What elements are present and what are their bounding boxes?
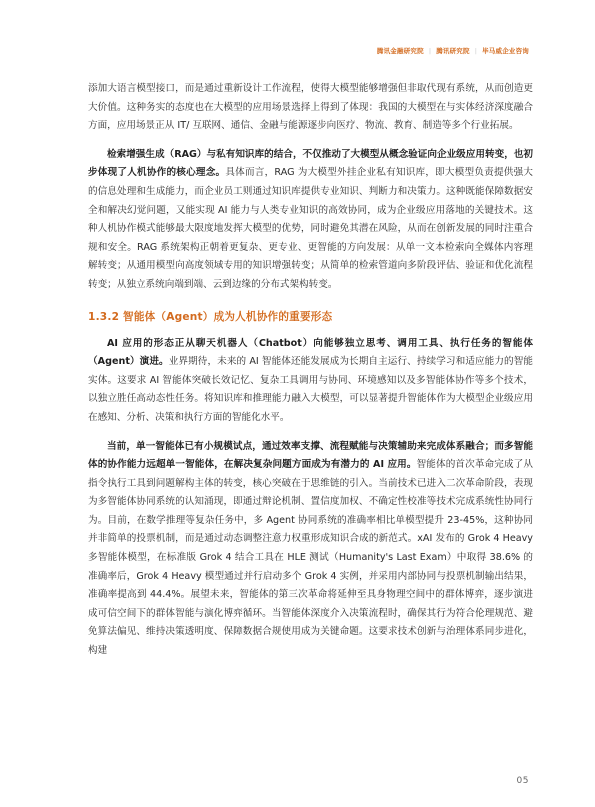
- paragraph-agent: [88, 335, 533, 428]
- paragraph-continuation: 添加大语言模型接口，而是通过重新设计工作流程，使得大模型能够增强但非取代现有系统，从而创造更大价值。这种务实的态度也在大模型的应用场景选择上得到了体现：我国的大模型在与实体经济深度融合方面，应用场景正从 IT/ 互联网、通信、金融与能源逐步向医疗、物流、教育、制造等多个行业拓展。: [88, 83, 533, 132]
- page-header: [377, 46, 529, 55]
- section-heading: 1.3.2 智能体（Agent）成为人机协作的重要形态: [88, 310, 333, 323]
- paragraph-multi-agent-lead: 当前，单一智能体已有小规模试点，通过效率支撑、流程赋能与决策辅助来完成体系融合；而多智能体的协作能力远超单一智能体，在解决复杂问题方面成为有潜力的 AI 应用。: [88, 440, 533, 471]
- paragraph-agent-lead: AI 应用的形态正从聊天机器人（Chatbot）向能够独立思考、调用工具、执行任务的智能体（Agent）演进。: [88, 337, 533, 368]
- paragraph-multi-agent: [88, 438, 533, 661]
- document-body: [88, 80, 533, 661]
- header-org-3: 毕马威企业咨询: [482, 47, 529, 55]
- header-org-1: 腾讯金融研究院: [376, 47, 424, 55]
- paragraph-agent-body: 业界期待，未来的 AI 智能体还能发展成为长期自主运行、持续学习和适应能力的智能实体。这要求 AI 智能体突破长效记忆、复杂工具调用与协同、环境感知以及多智能体协作等多个技术，以独立胜任高动态性任务。将知识库和推理能力融入大模型，可以显著提升智能体作为大模型企业级应用在感知、分析、决策和执行方面的智能化水平。: [88, 356, 533, 423]
- paragraph-multi-agent-body: 智能体的首次革命完成了从指令执行工具到问题解构主体的转变，核心突破在于思维链的引入。当前技术已进入二次革命阶段，表现为多智能体协同系统的认知涌现，即通过辩论机制、置信度加权、不确定性校准等技术完成系统性协同行为。目前，在数学推理等复杂任务中，多 Agent 协同系统的准确率相比单模型提升 23-45%，这种协同并非简单的投票机制，而是通过动态调整注意力权重形成知识合成的新范式。xAI 发布的 Grok 4 Heavy 多智能体模型，在标准版 Grok 4 结合工具在 HLE 测试（Humanity's Last Exam）中取得 38.6% 的准确率后，Grok 4 Heavy 模型通过并行启动多个 Grok 4 实例，并采用内部协同与投票机制输出结果，准确率提高到 44.4%。展望未来，智能体的第三次革命将延伸至具身物理空间中的群体博弈，逐步演进成可信空间下的群体智能与演化博弈循环。当智能体深度介入决策流程时，确保其行为符合伦理规范、避免算法偏见、维持决策透明度、保障数据合规使用成为关键命题。这要求技术创新与治理体系同步进化，构建: [88, 459, 533, 657]
- header-separator: |: [428, 46, 432, 55]
- paragraph-rag-body: 具体而言，RAG 为大模型外挂企业私有知识库，即大模型负责提供强大的信息处理和生成能力，而企业员工则通过知识库提供专业知识、判断力和决策力。这种既能保障数据安全和解决幻觉问题，又能实现 AI 能力与人类专业知识的高效协同，成为企业级应用落地的关键技术。这种人机协作模式能够最大限度地发挥大模型的优势，同时避免其潜在风险，从而在创新发展的同时注重合规和安全。RAG 系统架构正朝着更复杂、更专业、更智能的方向发展：从单一文本检索向全媒体内容理解转变；从通用模型向高度领域专用的知识增强转变；从简单的检索管道向多阶段评估、验证和优化流程转变；从独立系统向端到端、云到边缘的分布式架构转变。: [88, 167, 534, 290]
- paragraph-rag-lead: 检索增强生成（RAG）与私有知识库的结合，不仅推动了大模型从概念验证向企业级应用转变，也初步体现了人机协作的核心理念。: [88, 148, 533, 179]
- page-number: 05: [516, 776, 529, 786]
- paragraph-rag: [88, 146, 533, 295]
- header-org-2: 腾讯研究院: [436, 47, 470, 55]
- header-separator: |: [474, 46, 478, 55]
